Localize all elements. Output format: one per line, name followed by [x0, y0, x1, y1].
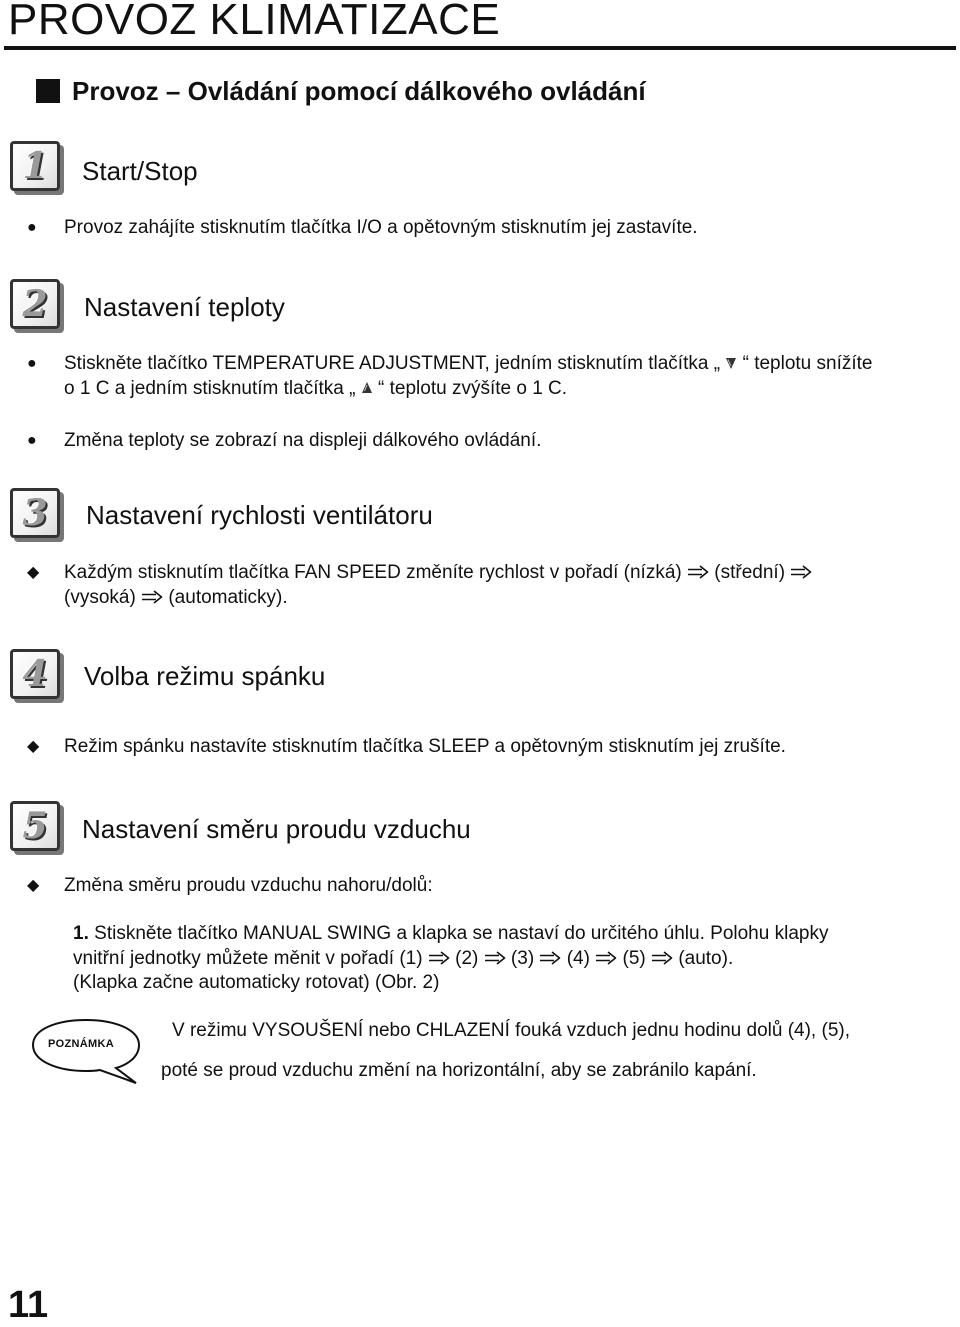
step-1-badge-icon — [10, 141, 60, 191]
step-5-item-line-3: (Klapka začne automaticky rotovat) (Obr. 2) — [73, 972, 440, 993]
step-5-badge-icon — [10, 801, 60, 851]
double-right-arrow-icon — [687, 565, 709, 579]
step-3-text-line-2 — [64, 585, 288, 610]
speed-medium: (střední) — [714, 562, 786, 583]
up-triangle-icon — [361, 381, 373, 395]
step-5-item-intro: vnitřní jednotky můžete měnit v pořadí — [73, 948, 395, 969]
step-3-badge-icon — [10, 488, 60, 538]
bullet-dot-icon: ● — [27, 432, 37, 449]
step-1-text: Provoz zahájíte stisknutím tlačítka I/O a opětovným stisknutím jej zastavíte. — [64, 217, 698, 238]
section-heading-text: Provoz – Ovládání pomocí dálkového ovládání — [72, 76, 646, 106]
step-2-title: Nastavení teploty — [84, 292, 285, 322]
diamond-bullet-icon: ◆ — [27, 564, 40, 581]
step-5-item-line-2 — [73, 946, 733, 971]
step-2-text-line-1 — [64, 351, 873, 376]
step-1-number: 1 — [22, 145, 48, 187]
double-right-arrow-icon — [595, 951, 617, 965]
note-text-line-2: poté se proud vzduchu změní na horizontální, aby se zabránilo kapání. — [161, 1060, 757, 1081]
double-right-arrow-icon — [651, 951, 673, 965]
louver-position-4: (4) — [566, 948, 590, 969]
step-2-number: 2 — [22, 283, 48, 325]
step-2-badge-icon — [10, 279, 60, 329]
double-right-arrow-icon — [790, 565, 812, 579]
speed-low: (nízká) — [623, 562, 682, 583]
step-3-text-line-1 — [64, 560, 812, 585]
step-2-text-part-2: “ teplotu snížíte — [742, 353, 873, 374]
page-number: 11 — [8, 1284, 49, 1326]
step-1-title: Start/Stop — [82, 156, 198, 186]
step-5-title: Nastavení směru proudu vzduchu — [82, 814, 471, 844]
louver-position-1: (1) — [399, 948, 423, 969]
louver-position-2: (2) — [455, 948, 479, 969]
step-3-number: 3 — [22, 492, 48, 534]
step-4-text: Režim spánku nastavíte stisknutím tlačítka SLEEP a opětovným stisknutím jej zrušíte. — [64, 736, 786, 757]
step-2-text-part-4: “ teplotu zvýšíte o 1 C. — [378, 378, 568, 399]
title-divider — [4, 46, 956, 50]
step-4-title: Volba režimu spánku — [84, 661, 326, 691]
step-5-number: 5 — [22, 805, 48, 847]
step-2-text-2: Změna teploty se zobrazí na displeji dálkového ovládání. — [64, 430, 542, 451]
step-3-title: Nastavení rychlosti ventilátoru — [86, 500, 433, 530]
step-2-text-part-3: o 1 C a jedním stisknutím tlačítka „ — [64, 378, 356, 399]
louver-position-auto: (auto). — [678, 948, 734, 969]
louver-position-5: (5) — [622, 948, 646, 969]
step-4-number: 4 — [22, 653, 48, 695]
step-5-item-number: 1. — [73, 923, 89, 944]
double-right-arrow-icon — [539, 951, 561, 965]
step-5-item-line-1 — [73, 921, 828, 946]
page-title: PROVOZ KLIMATIZACE — [8, 0, 501, 44]
black-square-icon — [36, 79, 60, 103]
double-right-arrow-icon — [428, 951, 450, 965]
diamond-bullet-icon: ◆ — [27, 738, 40, 755]
step-3-text-intro: Každým stisknutím tlačítka FAN SPEED změníte rychlost v pořadí — [64, 562, 619, 583]
diamond-bullet-icon: ◆ — [27, 877, 40, 894]
double-right-arrow-icon — [141, 590, 163, 604]
louver-position-3: (3) — [510, 948, 535, 969]
speech-bubble-icon — [30, 1017, 142, 1087]
bullet-dot-icon: ● — [27, 355, 37, 372]
step-4-badge-icon — [10, 649, 60, 699]
step-2-text-line-2 — [64, 376, 567, 401]
note-label: POZNÁMKA — [48, 1038, 114, 1050]
double-right-arrow-icon — [484, 951, 506, 965]
step-5-item-text-1: Stiskněte tlačítko MANUAL SWING a klapka se nastaví do určitého úhlu. Polohu klapky — [94, 923, 829, 944]
section-heading — [36, 74, 646, 108]
down-triangle-icon — [725, 356, 737, 370]
speed-auto: (automaticky). — [168, 587, 288, 608]
speed-high: (vysoká) — [64, 587, 136, 608]
step-5-text: Změna směru proudu vzduchu nahoru/dolů: — [64, 875, 433, 896]
bullet-dot-icon: ● — [27, 219, 37, 236]
step-2-text-part-1: Stiskněte tlačítko TEMPERATURE ADJUSTMENT, jedním stisknutím tlačítka „ — [64, 353, 721, 374]
note-text-line-1: V režimu VYSOUŠENÍ nebo CHLAZENÍ fouká vzduch jednu hodinu dolů (4), (5), — [172, 1020, 850, 1041]
